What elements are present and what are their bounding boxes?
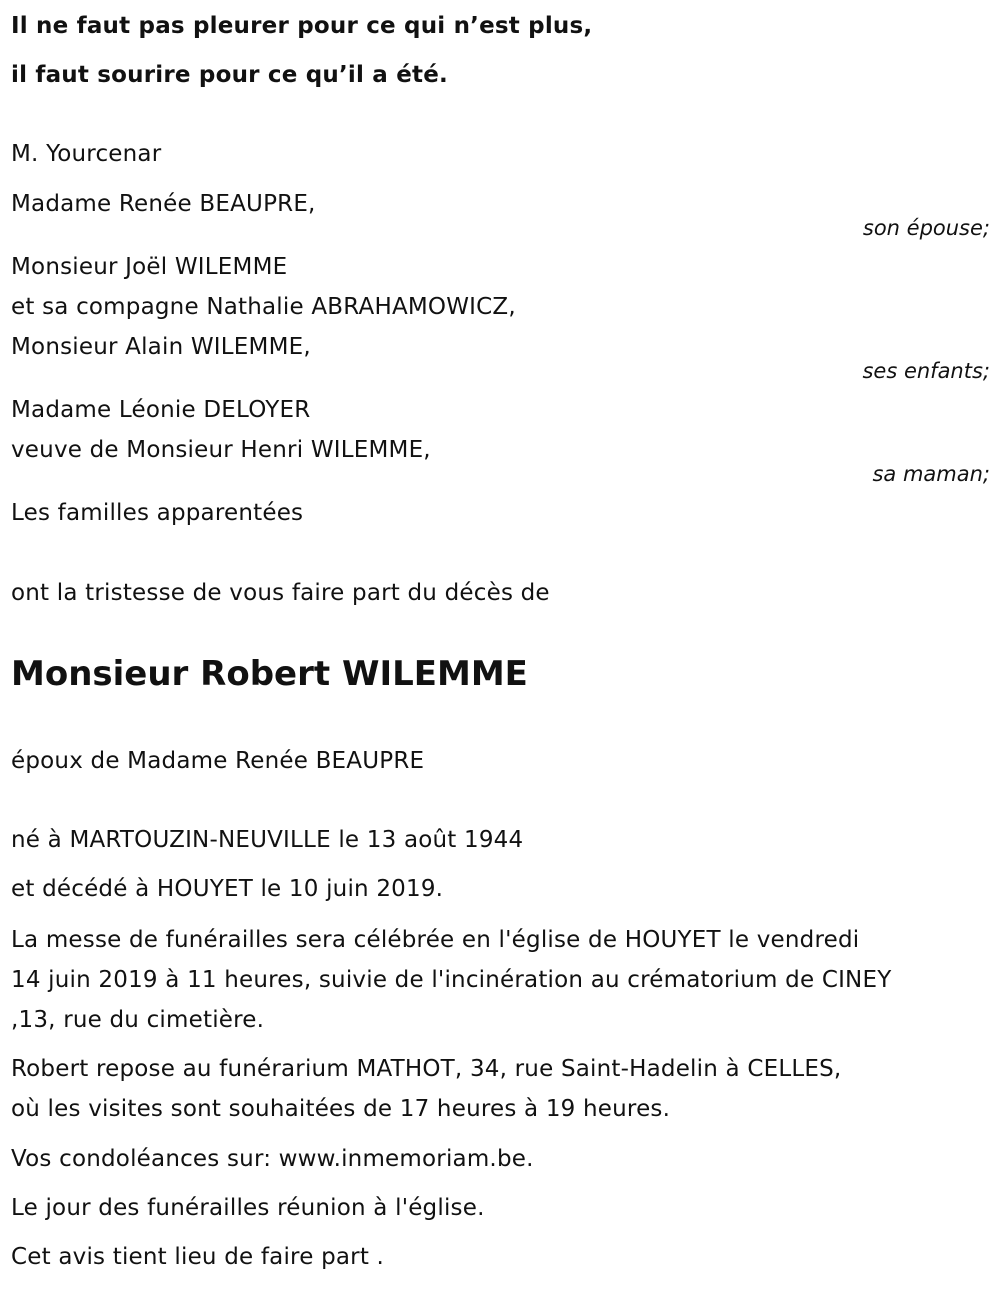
birth-info: né à MARTOUZIN-NEUVILLE le 13 août 1944 [11,827,524,853]
condolences: Vos condoléances sur: www.inmemoriam.be. [11,1146,534,1172]
deceased-spouse-of: époux de Madame Renée BEAUPRE [11,748,425,774]
child2-name: Monsieur Alain WILEMME, [11,334,311,360]
funeral-line-2: 14 juin 2019 à 11 heures, suivie de l'incinération au crématorium de CINEY [11,967,892,993]
deceased-name: Monsieur Robert WILEMME [11,654,528,694]
funeral-line-3: ,13, rue du cimetière. [11,1007,265,1033]
rest-line-1: Robert repose au funérarium MATHOT, 34, rue Saint-Hadelin à CELLES, [11,1056,842,1082]
mother-detail: veuve de Monsieur Henri WILEMME, [11,437,431,463]
funeral-line-1: La messe de funérailles sera célébrée en l'église de HOUYET le vendredi [11,927,860,953]
rest-line-2: où les visites sont souhaitées de 17 heures à 19 heures. [11,1096,671,1122]
quote-author: M. Yourcenar [11,141,162,167]
mother-name: Madame Léonie DELOYER [11,397,311,423]
relatives: Les familles apparentées [11,500,304,526]
quote-line-1: Il ne faut pas pleurer pour ce qui n’est plus, [11,13,593,39]
announcement: ont la tristesse de vous faire part du décès de [11,580,550,606]
mother-role: sa maman; [872,462,990,486]
spouse-role: son épouse; [862,216,990,240]
child1-partner: et sa compagne Nathalie ABRAHAMOWICZ, [11,294,516,320]
death-info: et décédé à HOUYET le 10 juin 2019. [11,876,444,902]
child1-name: Monsieur Joël WILEMME [11,254,288,280]
spouse-name: Madame Renée BEAUPRE, [11,191,316,217]
notice-info: Cet avis tient lieu de faire part . [11,1244,385,1270]
children-role: ses enfants; [862,359,990,383]
quote-line-2: il faut sourire pour ce qu’il a été. [11,62,448,88]
meeting-info: Le jour des funérailles réunion à l'église. [11,1195,485,1221]
